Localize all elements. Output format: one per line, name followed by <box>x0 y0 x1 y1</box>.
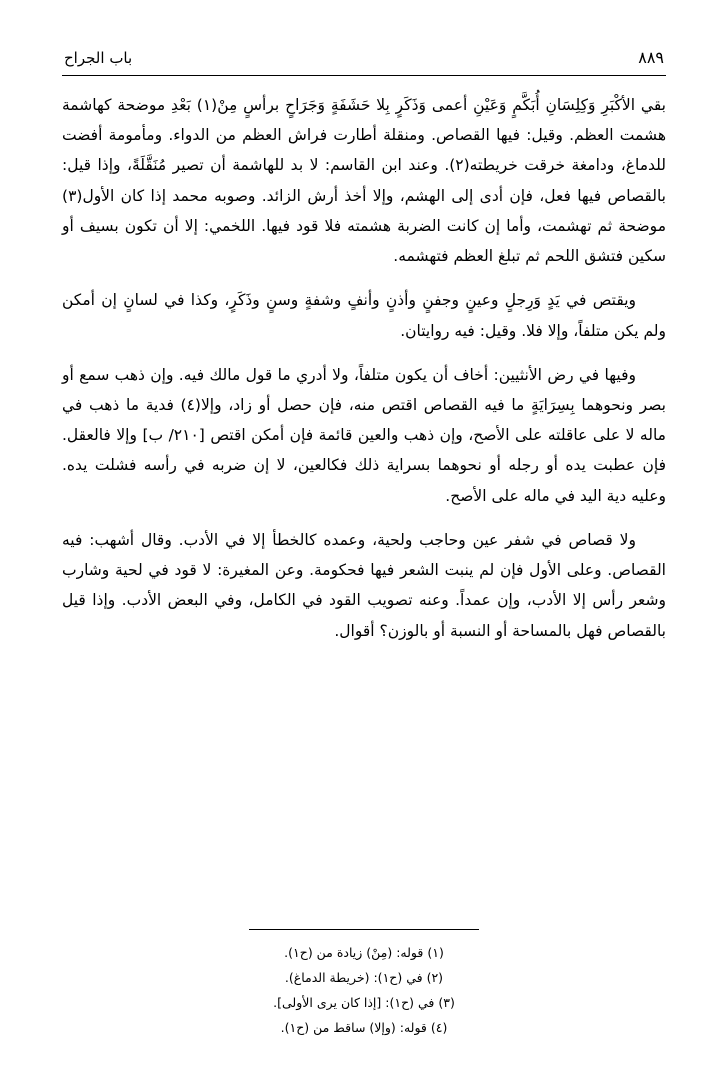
paragraph-3: وفيها في رض الأنثيين: أخاف أن يكون متلفاً، ولا أدري ما قول مالك فيه. وإن ذهب سمع أو بصر ونحوهما بِسِرَايَةٍ ما فيه القصاص اقتص منه، فإن حصل أو زاد، وإلا(٤) فدية ما ذهب في ماله لا على عاقلته على الأصح، وإن ذهب والعين قائمة فإن أمكن اقتص [٢١٠/ ب] وإلا فالعقل. فإن عطبت يده أو رجله أو نحوهما بسراية ذلك فكالعين، لا إن ضربه في رأسه فشلت يده. وعليه دية اليد في ماله على الأصح. <box>62 365 666 505</box>
footnote-item: (١) قوله: (مِنْ) زيادة من (ح١). <box>284 945 444 960</box>
footnote-item: (٤) قوله: (وإلا) ساقط من (ح١). <box>280 1020 448 1035</box>
header-divider <box>62 75 666 76</box>
footnote-list <box>62 940 666 1066</box>
page-spacer <box>62 660 666 929</box>
footnote-item: (٢) في (ح١): (خريطة الدماغ). <box>284 970 444 985</box>
paragraph-1: بقي الأكْبَرِ وَكِلِسَانِ أُبَكَّمٍ وَعَيْنِ أعمى وَذَكَرٍ بِلا حَشَفَةٍ وَجَرَاحٍ برأسٍ مِنْ(١) بَعْدِ موضحة كهاشمة هشمت العظم. وقيل: فيها القصاص. ومنقلة أطارت فراش العظم من الدواء. ومأمومة أفضت للدماغ، ودامغة خرقت خريطته(٢). وعند ابن القاسم: لا بد للهاشمة أن تصير مُنَقَّلَةً، وإذا قيل: بالقصاص فيها فعل، فإن أدى إلى الهشم، وإلا أخذ أرش الزائد. وصوبه محمد إذا كان الأول(٣) موضحة ثم تهشمت، وأما إن كانت الضربة هشمته فلا قود فيها. اللخمي: إلا أن تكون بسيف أو سكين فتشق اللحم ثم تبلغ العظم فتهشمه. <box>62 96 666 266</box>
paragraph-4: ولا قصاص في شفر عين وحاجب ولحية، وعمده كالخطأ إلا في الأدب. وقال أشهب: فيه القصاص. وعلى الأول فإن لم ينبت الشعر فيها فحكومة. وعن المغيرة: لا قود في لحية وشارب وشعر رأس إلا الأدب، وإن عمداً. وعنه تصويب القود في الكامل، وفي البعض الأدب. وإذا قيل بالقصاص فهل بالمساحة أو النسبة أو بالوزن؟ أقوال. <box>62 530 666 640</box>
page-header <box>62 48 666 73</box>
main-text <box>62 90 666 660</box>
footnote-divider <box>249 929 479 930</box>
page-number: ٨٨٩ <box>638 48 664 67</box>
paragraph-2: ويقتص في يَدٍ وَرِجلٍ وعينٍ وجفنٍ وأذنٍ وأنفٍ وشفةٍ وسنٍ وذَكَرٍ، وكذا في لسانٍ إن أمكن ولم يكن متلفاً، وإلا فلا. وقيل: فيه روايتان. <box>62 291 666 340</box>
chapter-title: باب الجراح <box>64 49 133 67</box>
footnote-item: (٣) في (ح١): [إذا كان يرى الأولى]. <box>273 995 455 1010</box>
